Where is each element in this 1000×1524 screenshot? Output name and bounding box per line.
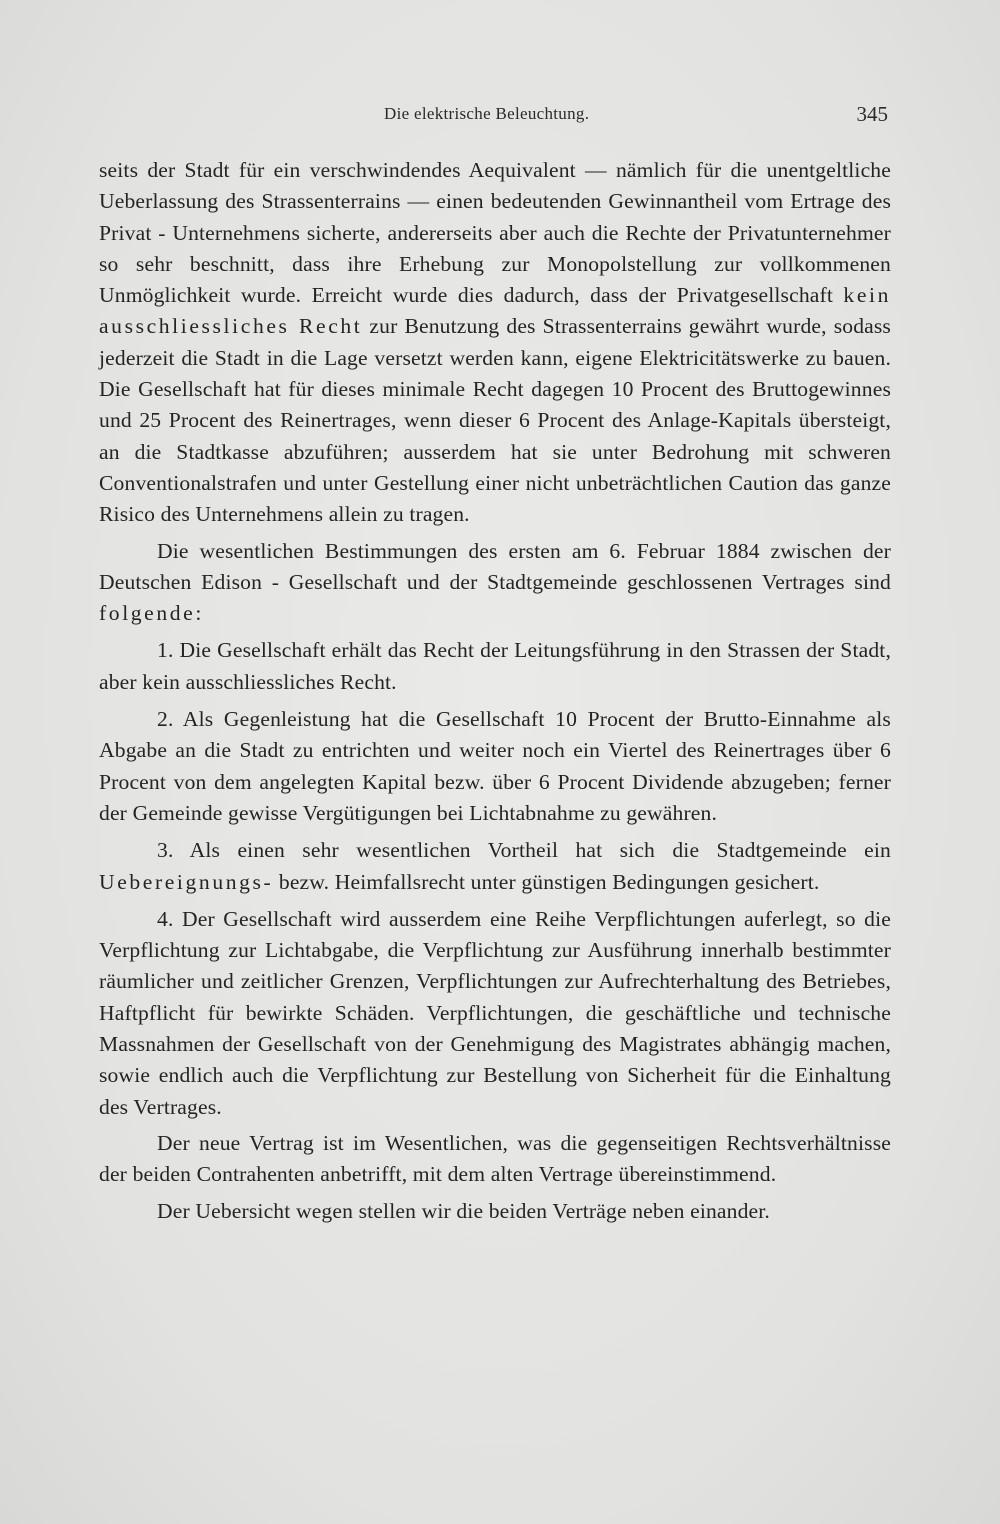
list-item-1: 1. Die Gesellschaft erhält das Recht der Leitungsführung in den Strassen der Stadt, aber kein ausschliessliches Recht. — [99, 638, 891, 694]
list-item-2: 2. Als Gegenleistung hat die Gesellschaft 10 Procent der Brutto-Einnahme als Abgabe an die Stadt zu entrichten und weiter noch ein Viertel des Reinertrages über 6 Procent von dem angelegten Kapital bezw. über 6 Procent Dividende abzugeben; ferner der Gemeinde gewisse Vergütigungen bei Lichtabnahme zu gewähren. — [99, 707, 891, 825]
list-item-4: 4. Der Gesellschaft wird ausserdem eine Reihe Verpflichtungen auferlegt, so die Verpflichtung zur Lichtabgabe, die Verpflichtung zur Ausführung innerhalb bestimmter räumlicher und zeitlicher Grenzen, Verpflichtungen zur Aufrechterhaltung des Betriebes, Haftpflicht für bewirkte Schäden. Verpflichtungen, die geschäftliche und technische Massnahmen der Gesellschaft von der Genehmigung des Magistrates abhängig machen, sowie endlich auch die Verpflichtung zur Bestellung von Sicherheit für die Einhaltung des Vertrages. — [99, 906, 891, 1119]
paragraph-1-emphasis: kein ausschliessliches Recht — [99, 283, 891, 339]
list-item-3-text-a: 3. Als einen sehr wesentlichen Vortheil hat sich die Stadtgemeinde ein — [157, 838, 891, 863]
list-item-3 — [99, 835, 891, 898]
paragraph-1 — [99, 155, 891, 531]
running-header — [98, 104, 892, 132]
page-number: 345 — [856, 102, 888, 126]
paragraph-4: Der Uebersicht wegen stellen wir die beiden Verträge neben einander. — [157, 1198, 770, 1223]
paragraph-3: Der neue Vertrag ist im Wesentlichen, was die gegenseitigen Rechtsverhältnisse der beiden Contrahenten anbetrifft, mit dem alten Vertrage übereinstimmend. — [99, 1130, 891, 1187]
paragraph-2-emphasis: folgende: — [99, 601, 204, 626]
paragraph-2 — [99, 536, 891, 630]
paragraph-1-text-a: seits der Stadt für ein verschwindendes Aequivalent — nämlich für die unentgeltliche Ueberlassung des Strassenterrains — einen bedeutenden Gewinnantheil vom Ertrage des Privat - Unternehmens sicherte, andererseits aber auch die Rechte der Privatunternehmer so sehr beschnitt, dass ihre Erhebung zur Monopolstellung zur vollkommenen Unmöglichkeit wurde. Erreicht wurde dies dadurch, dass der Privatgesellschaft — [99, 158, 891, 308]
paragraph-2-text-a: Die wesentlichen Bestimmungen des ersten am 6. Februar 1884 zwischen der Deutschen Edison - Gesellschaft und der Stadtgemeinde geschlossenen Vertrages sind — [99, 538, 891, 594]
body-text — [99, 155, 891, 1227]
list-item-3-text-b: bezw. Heimfallsrecht unter günstigen Bedingungen gesichert. — [273, 869, 820, 894]
list-item-3-emphasis: Uebereignungs- — [99, 869, 274, 894]
running-title: Die elektrische Beleuchtung. — [384, 104, 590, 123]
paragraph-1-text-b: zur Benutzung des Strassenterrains gewährt wurde, sodass jederzeit die Stadt in die Lage versetzt werden kann, eigene Elektricitätswerke zu bauen. Die Gesellschaft hat für dieses minimale Recht dagegen 10 Procent des Bruttogewinnes und 25 Procent des Reinertrages, wenn dieser 6 Procent des Anlage-Kapitals übersteigt, an die Stadtkasse abzuführen; ausserdem hat sie unter Bedrohung mit schweren Conventionalstrafen und unter Gestellung einer nicht unbeträchtlichen Caution das ganze Risico des Unternehmens allein zu tragen. — [99, 314, 891, 527]
